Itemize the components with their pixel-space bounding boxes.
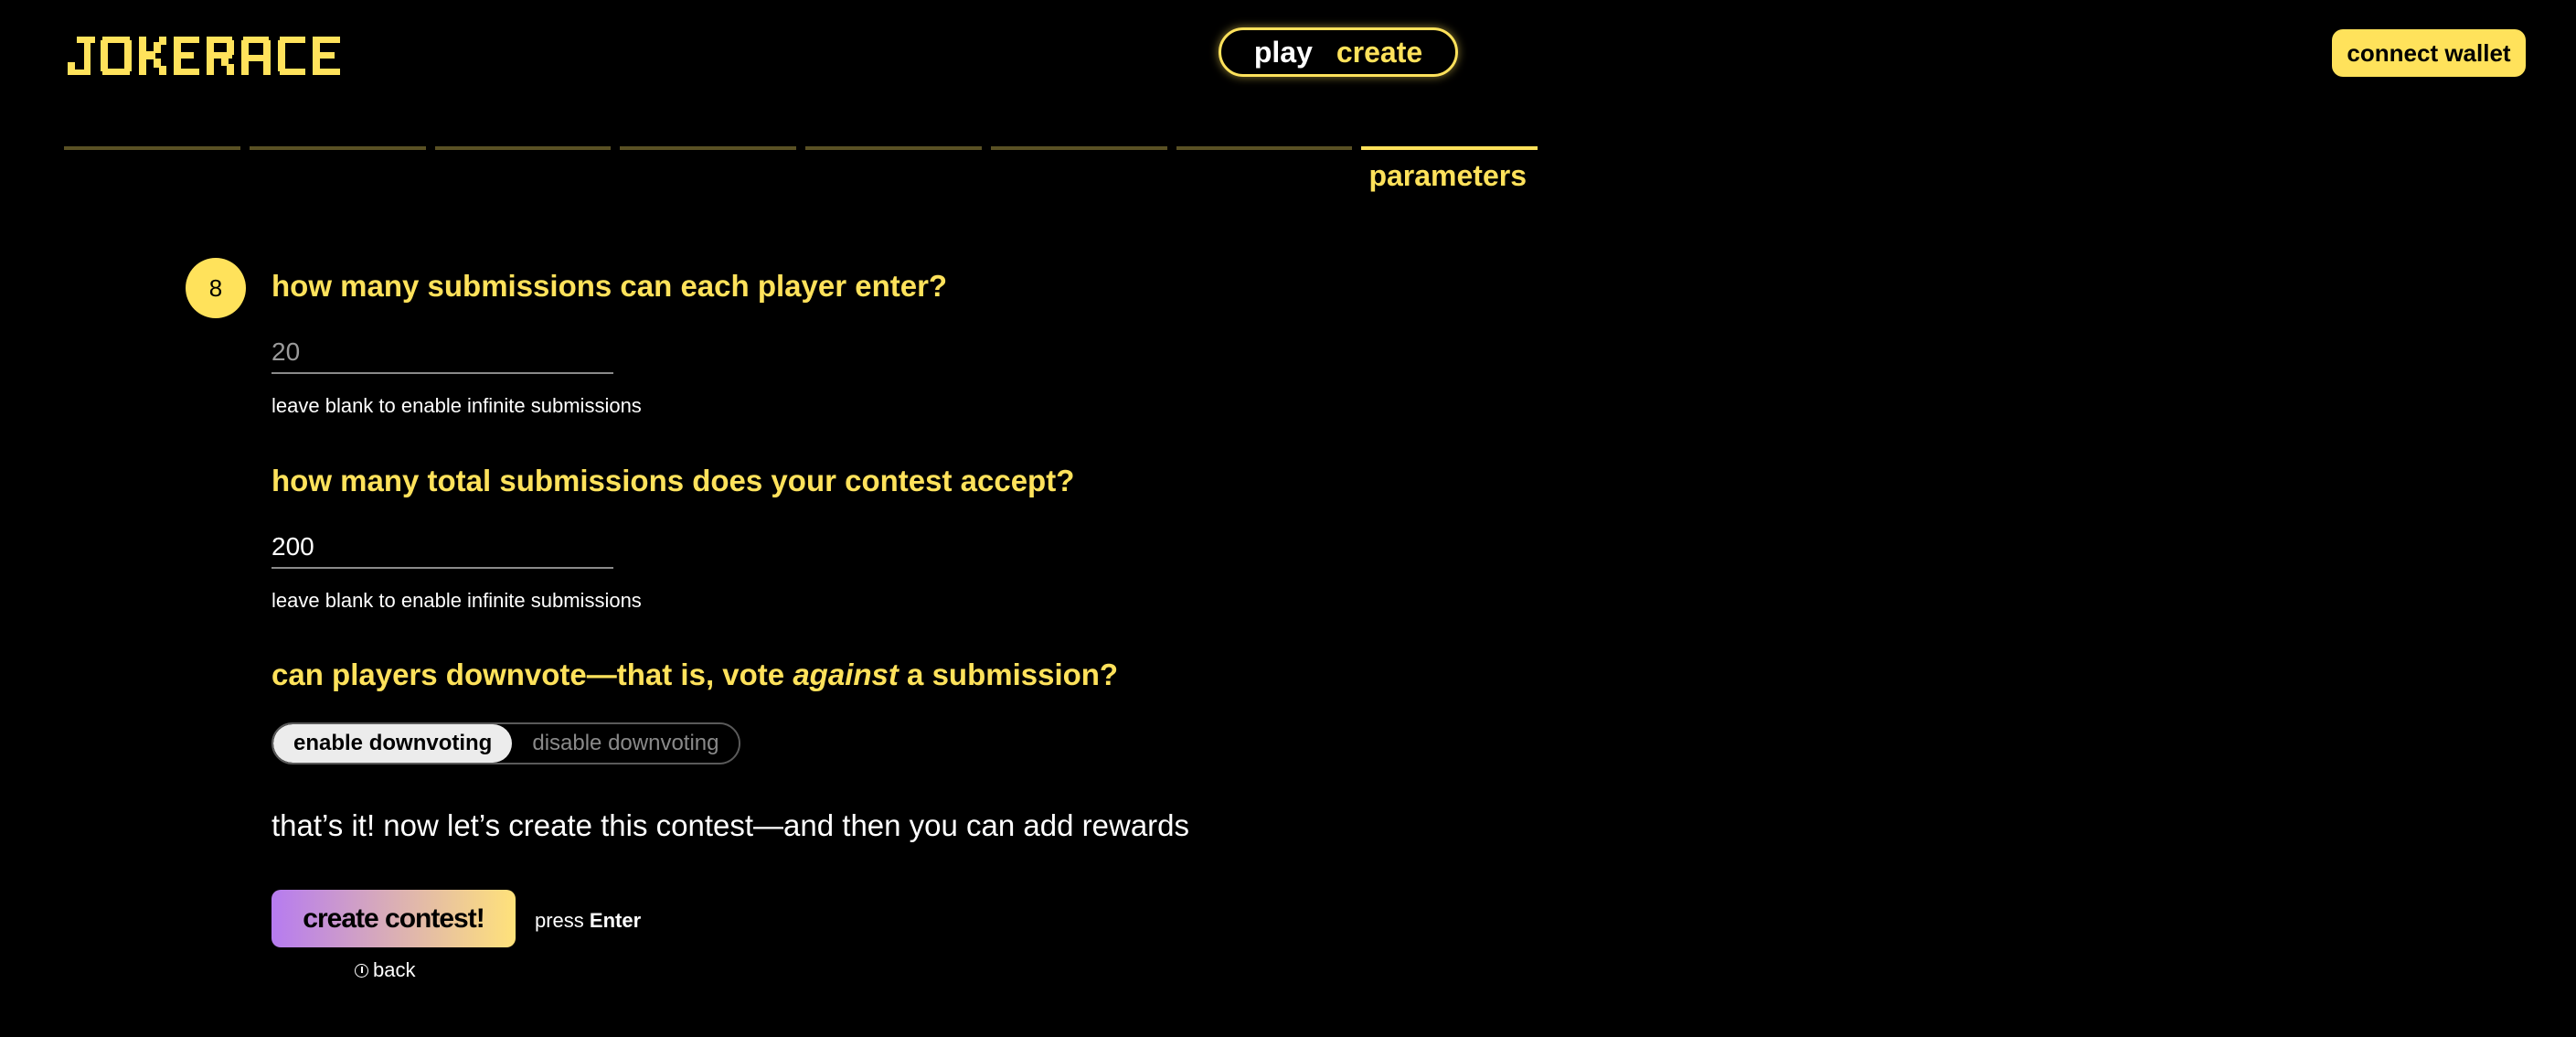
step-6[interactable] (991, 146, 1167, 192)
question-downvoting (271, 657, 1118, 692)
create-contest-button[interactable]: create contest! (271, 890, 516, 947)
step-8-active[interactable] (1361, 146, 1538, 192)
step-4[interactable] (620, 146, 796, 192)
keyboard-hint (535, 909, 641, 933)
play-create-nav (1219, 27, 1458, 77)
question-total-submissions: how many total submissions does your contest accept? (271, 464, 1075, 497)
nav-create-link[interactable]: create (1336, 35, 1423, 69)
downvote-question-part1: can players downvote—that is, vote (271, 657, 793, 691)
disable-downvoting-button[interactable]: disable downvoting (512, 724, 739, 763)
total-submissions-hint: leave blank to enable infinite submissions (271, 589, 642, 612)
enable-downvoting-button[interactable]: enable downvoting (273, 724, 512, 763)
step-2[interactable] (250, 146, 426, 192)
step-3[interactable] (435, 146, 612, 192)
back-info-icon (355, 964, 368, 978)
back-link[interactable] (355, 958, 415, 982)
step-number-badge: 8 (186, 258, 246, 318)
downvoting-toggle (271, 722, 740, 764)
enter-key-label: Enter (589, 909, 642, 932)
jokerace-logo[interactable] (66, 33, 346, 79)
submissions-per-player-input[interactable] (271, 332, 613, 374)
submissions-per-player-hint: leave blank to enable infinite submissions (271, 394, 642, 417)
step-7[interactable] (1176, 146, 1353, 192)
question-submissions-per-player: how many submissions can each player enter? (271, 269, 948, 303)
connect-wallet-button[interactable]: connect wallet (2332, 29, 2526, 77)
nav-play-link[interactable]: play (1253, 35, 1313, 69)
press-label: press (535, 909, 584, 932)
downvote-question-part2: a submission? (898, 657, 1119, 691)
back-label: back (373, 958, 416, 981)
progress-stepper (64, 146, 1538, 192)
step-5[interactable] (805, 146, 982, 192)
closing-message: that’s it! now let’s create this contest—and then you can add rewards (271, 808, 1190, 842)
total-submissions-input[interactable] (271, 527, 613, 569)
step-label: parameters (1368, 159, 1527, 192)
downvote-question-emphasis: against (793, 657, 899, 691)
step-1[interactable] (64, 146, 240, 192)
